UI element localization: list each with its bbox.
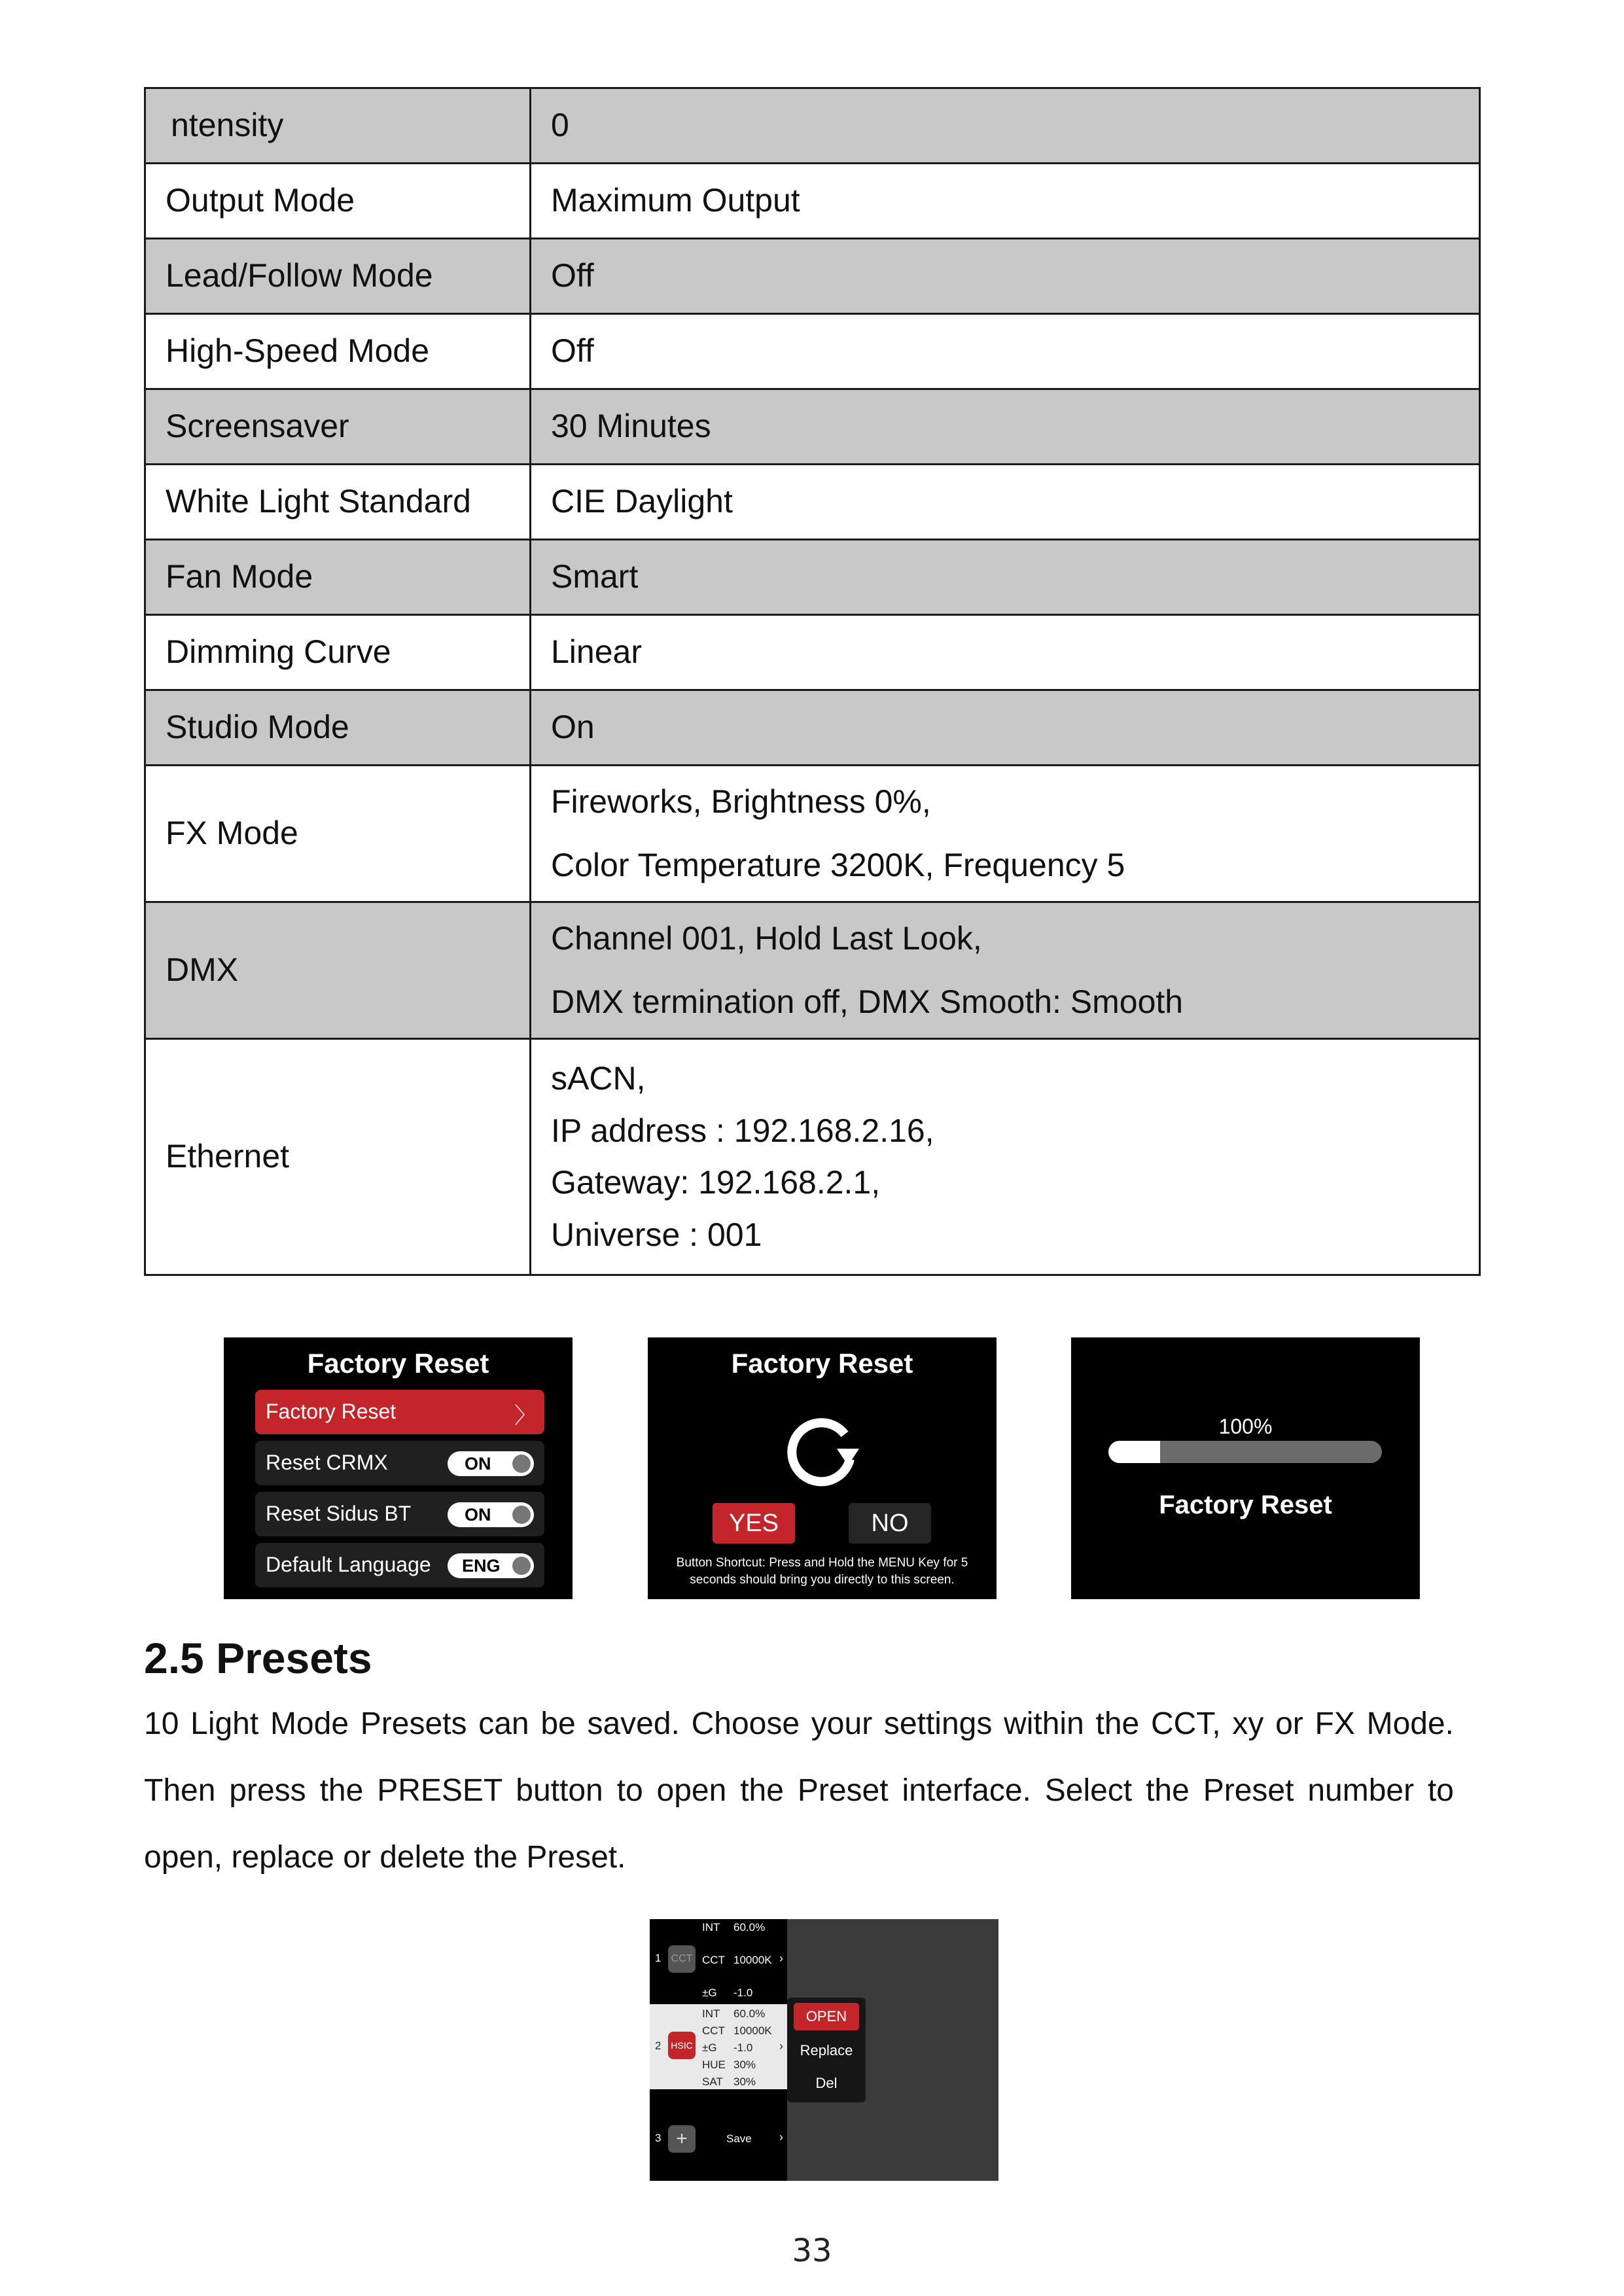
hint-line: seconds should bring you directly to this screen. (690, 1573, 955, 1587)
chevron-right-icon: 〉 (514, 1404, 537, 1428)
value-line: Maximum Output (551, 182, 800, 219)
value: 60.0% (733, 1921, 766, 1934)
value: 30% (733, 2058, 756, 2071)
screen-title: Factory Reset (307, 1348, 489, 1379)
value-line: Channel 001, Hold Last Look, (551, 919, 982, 957)
setting-name: Studio Mode (145, 690, 531, 766)
menu-item-label: Default Language (266, 1553, 431, 1576)
save-label: Save (726, 2132, 752, 2145)
value-line: Off (551, 332, 594, 370)
table-row (145, 389, 1480, 465)
value-line: IP address : 192.168.2.16, (551, 1112, 934, 1149)
setting-name: FX Mode (145, 766, 531, 902)
value-line: Gateway: 192.168.2.1, (551, 1164, 881, 1201)
factory-reset-confirm-screenshot (648, 1337, 997, 1599)
value-line: 30 Minutes (551, 408, 711, 445)
setting-value (531, 164, 1480, 239)
table-row (145, 1039, 1480, 1275)
value-key: CCT (702, 1954, 725, 1966)
toggle-switch[interactable] (448, 1553, 534, 1578)
value-line: Linear (551, 633, 642, 671)
setting-name: Fan Mode (145, 540, 531, 615)
preset-number: 2 (655, 2040, 662, 2052)
setting-name: Ethernet (145, 1039, 531, 1275)
preset-item-1[interactable] (650, 1919, 787, 2001)
chevron-right-icon: › (779, 2040, 783, 2053)
table-row (145, 239, 1480, 314)
preset-values (702, 2005, 772, 2091)
value-key: INT (702, 1921, 720, 1934)
progress-bar (1108, 1441, 1382, 1463)
cct-badge-icon: CCT (668, 1945, 696, 1973)
value-line: On (551, 709, 595, 746)
setting-name: DMX (145, 902, 531, 1039)
toggle-knob (512, 1557, 531, 1575)
factory-reset-menu-screenshot (224, 1337, 573, 1599)
preset-item-2[interactable] (650, 2004, 787, 2089)
value: 10000K (733, 1954, 772, 1966)
value-line: 0 (551, 107, 569, 144)
menu-item-factory-reset[interactable] (255, 1390, 544, 1434)
setting-name: ntensity (145, 88, 531, 164)
value-key: SAT (702, 2075, 723, 2088)
setting-name: Lead/Follow Mode (145, 239, 531, 314)
value-line: sACN, (551, 1060, 646, 1097)
value-line: CIE Daylight (551, 483, 733, 520)
toggle-label: ENG (462, 1556, 501, 1576)
preset-screenshot (650, 1919, 998, 2181)
value-key: INT (702, 2007, 720, 2020)
value-line: DMX termination off, DMX Smooth: Smooth (551, 983, 1184, 1020)
value: -1.0 (733, 2041, 753, 2054)
reset-arrow-icon (782, 1409, 863, 1491)
setting-value (531, 766, 1480, 902)
screen-title: Factory Reset (1159, 1491, 1332, 1519)
no-button[interactable]: NO (849, 1503, 931, 1544)
toggle-switch[interactable] (448, 1502, 534, 1527)
setting-value (531, 902, 1480, 1039)
table-row (145, 690, 1480, 766)
table-row (145, 766, 1480, 902)
value-line: Smart (551, 558, 639, 595)
setting-name: White Light Standard (145, 465, 531, 540)
menu-item-default-language[interactable] (255, 1543, 544, 1587)
section-paragraph: 10 Light Mode Presets can be saved. Choose your settings within the CCT, xy or FX Mode. Then press the PRESET button to open the Preset interface. Select the Preset number to open, replace or delete the Preset. (144, 1706, 1454, 1875)
setting-value (531, 88, 1480, 164)
value: -1.0 (733, 1987, 753, 1999)
table-row (145, 540, 1480, 615)
value-line: Off (551, 257, 594, 294)
setting-name: High-Speed Mode (145, 314, 531, 389)
toggle-label: ON (465, 1505, 491, 1525)
value: 60.0% (733, 2007, 766, 2020)
setting-value (531, 615, 1480, 690)
toggle-switch[interactable] (448, 1451, 534, 1476)
add-icon: + (668, 2125, 696, 2153)
table-row (145, 88, 1480, 164)
screen-title: Factory Reset (731, 1348, 913, 1379)
table-row (145, 465, 1480, 540)
hint-line: Button Shortcut: Press and Hold the MENU Key for 5 (676, 1556, 968, 1570)
table-row (145, 902, 1480, 1039)
toggle-label: ON (465, 1454, 491, 1474)
setting-value (531, 239, 1480, 314)
progress-percent: 100% (1218, 1415, 1273, 1438)
delete-button[interactable]: Del (815, 2075, 838, 2091)
chevron-right-icon: › (779, 1952, 783, 1965)
setting-name: Dimming Curve (145, 615, 531, 690)
setting-name: Screensaver (145, 389, 531, 465)
factory-reset-progress-screenshot (1071, 1337, 1420, 1599)
value-key: HUE (702, 2058, 726, 2071)
page-number: 33 (792, 2233, 832, 2269)
progress-fill (1108, 1441, 1160, 1463)
value: 30% (733, 2075, 756, 2088)
table-row (145, 164, 1480, 239)
toggle-knob (512, 1455, 531, 1473)
shortcut-hint (653, 1555, 991, 1589)
yes-button[interactable]: YES (713, 1503, 795, 1544)
menu-item-label: Reset Sidus BT (266, 1502, 412, 1525)
table-row (145, 615, 1480, 690)
value: 10000K (733, 2024, 772, 2037)
section-title: 2.5 Presets (144, 1634, 372, 1682)
preset-action-menu (787, 1998, 866, 2102)
preset-values (702, 1919, 772, 2002)
preset-item-3[interactable] (650, 2119, 787, 2158)
toggle-knob (512, 1506, 531, 1524)
preset-number: 3 (655, 2132, 662, 2144)
setting-value (531, 1039, 1480, 1275)
table-row (145, 314, 1480, 389)
setting-value (531, 389, 1480, 465)
setting-name: Output Mode (145, 164, 531, 239)
preset-number: 1 (655, 1952, 662, 1964)
menu-item-reset-sidus-bt[interactable] (255, 1492, 544, 1536)
setting-value (531, 314, 1480, 389)
menu-item-label: Factory Reset (266, 1400, 397, 1423)
value-key: ±G (702, 1987, 717, 1999)
value-line: Color Temperature 3200K, Frequency 5 (551, 847, 1125, 883)
value-key: CCT (702, 2024, 725, 2037)
open-button[interactable]: OPEN (794, 2003, 859, 2030)
hsic-badge-icon: HSIC (668, 2032, 696, 2059)
setting-value (531, 540, 1480, 615)
menu-item-reset-crmx[interactable] (255, 1441, 544, 1485)
setting-value (531, 465, 1480, 540)
value-line: Fireworks, Brightness 0%, (551, 783, 931, 820)
settings-table (144, 87, 1481, 1276)
setting-value (531, 690, 1480, 766)
value-line: Universe : 001 (551, 1216, 762, 1253)
value-key: ±G (702, 2041, 717, 2054)
chevron-right-icon: › (779, 2130, 783, 2144)
menu-item-label: Reset CRMX (266, 1451, 388, 1474)
replace-button[interactable]: Replace (800, 2042, 853, 2058)
